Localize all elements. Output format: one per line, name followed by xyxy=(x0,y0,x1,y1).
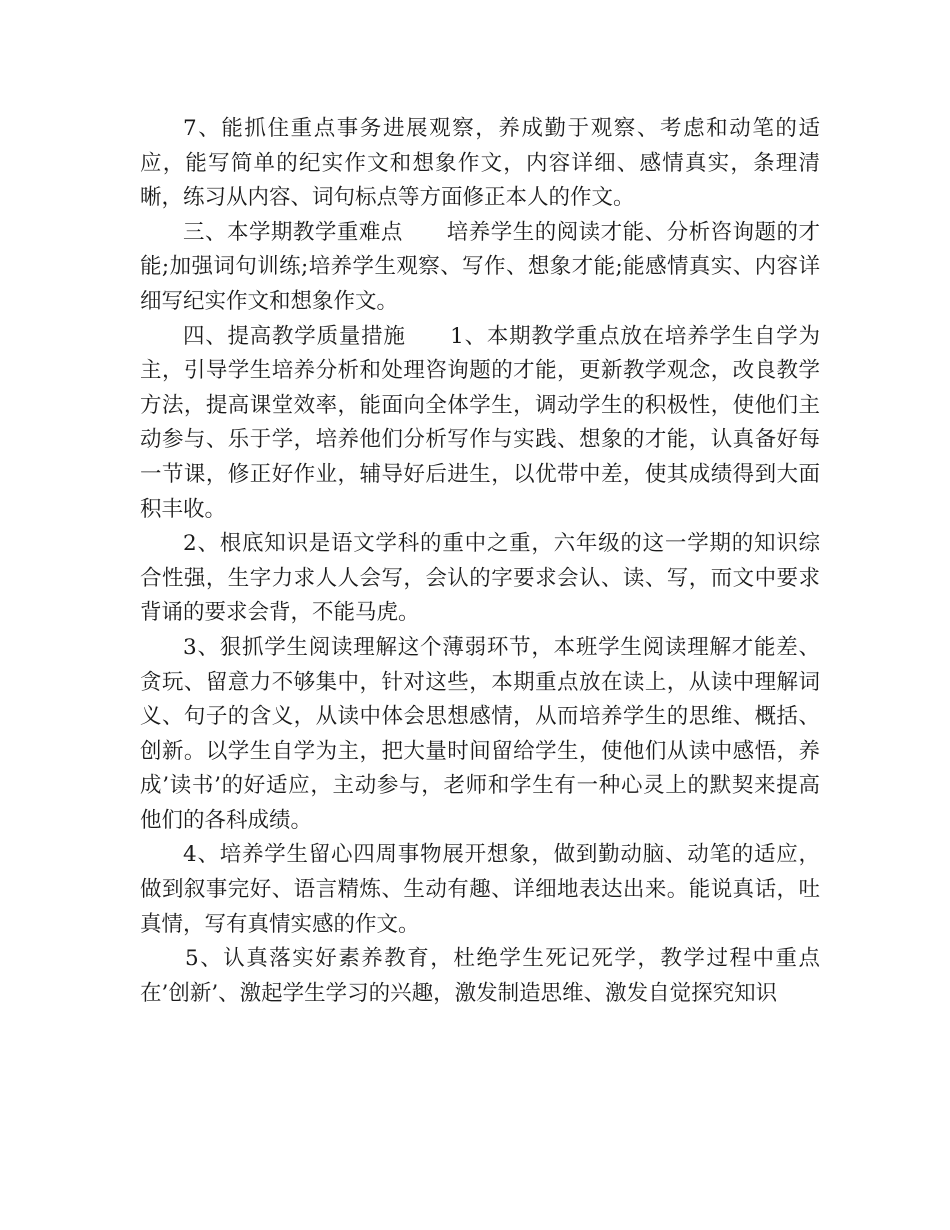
paragraph-measure-3-reading: 3、狠抓学生阅读理解这个薄弱环节，本班学生阅读理解才能差、贪玩、留意力不够集中，针对这些，本期重点放在读上，从读中理解词义、句子的含义，从读中体会思想感情，从而培养学生的思维、概括、创新。以学生自学为主，把大量时间留给学生，使他们从读中感悟，养成’读书’的好适应，主动参与，老师和学生有一种心灵上的默契来提高他们的各科成绩。 xyxy=(140,634,820,833)
paragraph-section-3-key-difficulties: 三、本学期教学重难点 培养学生的阅读才能、分析咨询题的才能;加强词句训练;培养学生观察、写作、想象才能;能感情真实、内容详细写纪实作文和想象作文。 xyxy=(140,219,820,314)
paragraph-measure-2-basic-knowledge: 2、根底知识是语文学科的重中之重，六年级的这一学期的知识综合性强，生字力求人人会写，会认的字要求会认、读、写，而文中要求背诵的要求会背，不能马虎。 xyxy=(140,531,820,626)
document-body xyxy=(140,112,820,1011)
paragraph-measure-5-quality-education: 5、认真落实好素养教育，杜绝学生死记死学，教学过程中重点在’创新’、激起学生学习的兴趣，激发制造思维、激发自觉探究知识 xyxy=(140,946,820,1006)
paragraph-measure-4-imagination: 4、培养学生留心四周事物展开想象，做到勤动脑、动笔的适应，做到叙事完好、语言精炼、生动有趣、详细地表达出来。能说真话，吐真情，写有真情实感的作文。 xyxy=(140,842,820,937)
paragraph-section-4-quality-measures: 四、提高教学质量措施 1、本期教学重点放在培养学生自学为主，引导学生培养分析和处理咨询题的才能，更新教学观念，改良教学方法，提高课堂效率，能面向全体学生，调动学生的积极性，使他们主动参与、乐于学，培养他们分析写作与实践、想象的才能，认真备好每一节课，修正好作业，辅导好后进生，以优带中差，使其成绩得到大面积丰收。 xyxy=(140,323,820,522)
paragraph-7-observation: 7、能抓住重点事务进展观察，养成勤于观察、考虑和动笔的适应，能写简单的纪实作文和想象作文，内容详细、感情真实，条理清晰，练习从内容、词句标点等方面修正本人的作文。 xyxy=(140,116,820,211)
